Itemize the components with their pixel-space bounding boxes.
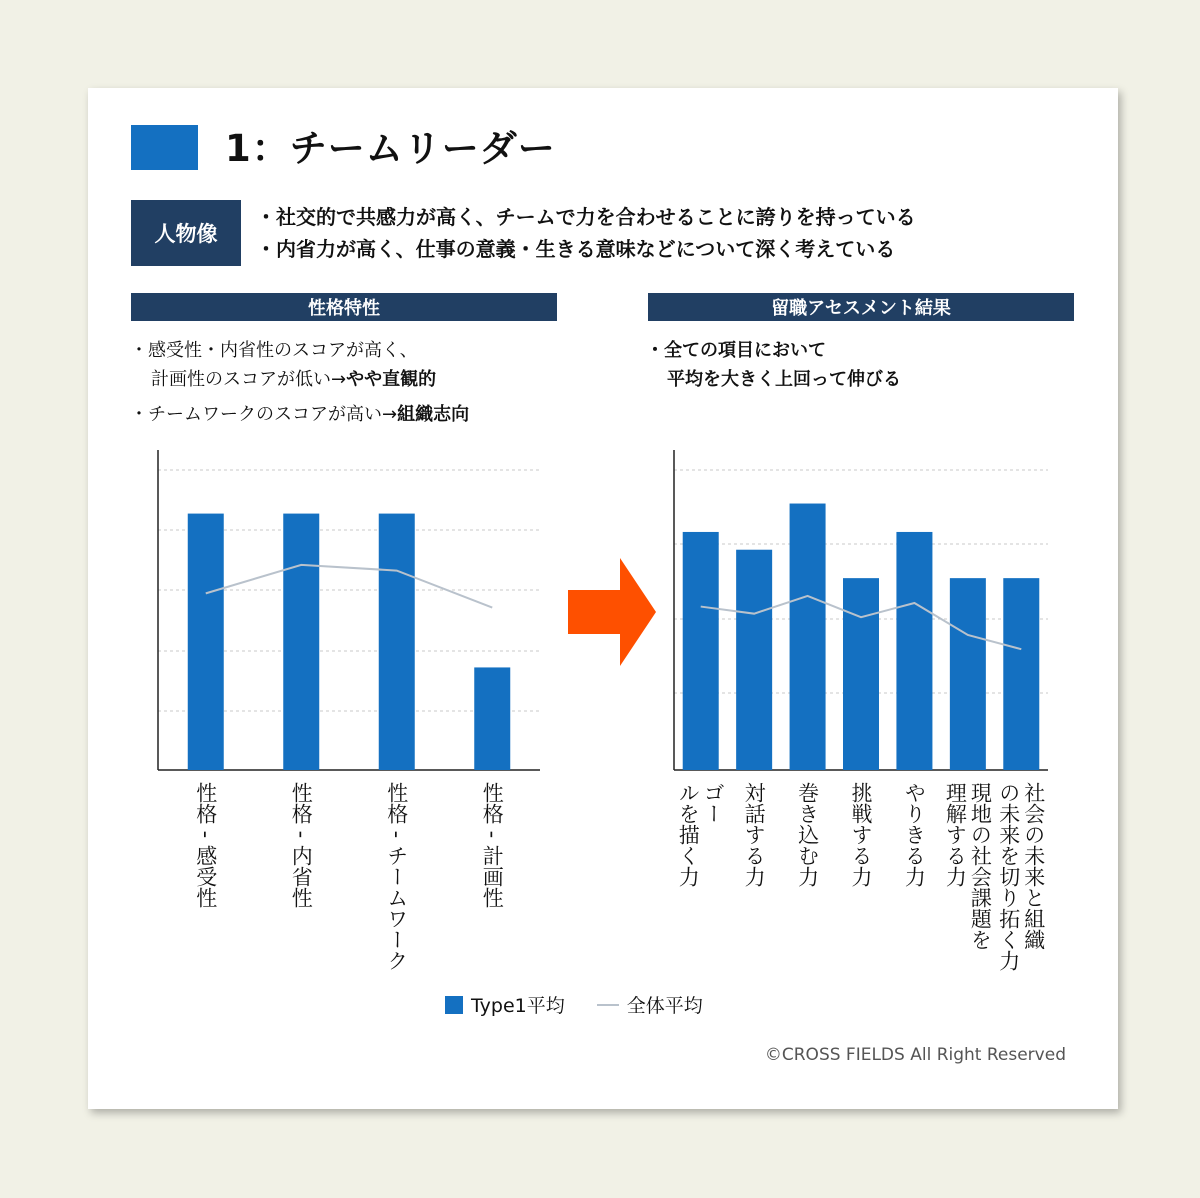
personality-header: 性格特性 bbox=[131, 293, 557, 321]
chart-legend bbox=[445, 991, 703, 1018]
assessment-header: 留職アセスメント結果 bbox=[648, 293, 1074, 321]
category-label: ルを描く力 bbox=[676, 782, 701, 887]
category-label: 現地の社会課題を bbox=[968, 782, 993, 950]
assessment-bullet-line-1: ・全ての項目において bbox=[646, 340, 826, 361]
category-label: やりきる力 bbox=[902, 782, 927, 887]
persona-line-2: ・内省力が高く、仕事の意義・生きる意味などについて深く考えている bbox=[256, 237, 896, 261]
bar bbox=[1003, 578, 1039, 770]
category-label: の未来を切り拓く力 bbox=[996, 782, 1021, 971]
bar bbox=[843, 578, 879, 770]
category-label: 社会の未来と組織 bbox=[1021, 782, 1046, 950]
bar bbox=[736, 550, 772, 770]
category-label: 性格 - チームワーク bbox=[384, 782, 409, 971]
bar bbox=[683, 532, 719, 770]
bullet-2-bold-text: 組織志向 bbox=[397, 404, 470, 425]
category-label: 理解する力 bbox=[943, 782, 968, 887]
category-label: ゴー bbox=[701, 782, 726, 824]
category-label: 性格 - 内省性 bbox=[289, 782, 314, 908]
legend-line-swatch bbox=[597, 1004, 619, 1006]
persona-label: 人物像 bbox=[131, 200, 241, 266]
bullet-1-bold-text: やや直観的 bbox=[346, 369, 437, 390]
bar bbox=[790, 504, 826, 770]
personality-bullet-1-line-1: ・感受性・内省性のスコアが高く、 bbox=[130, 340, 418, 361]
page-title: 1：チームリーダー bbox=[225, 127, 556, 170]
category-label: 対話する力 bbox=[742, 782, 767, 887]
bullet-2-normal-text: ・チームワークのスコアが高い→ bbox=[130, 404, 398, 425]
category-label: 性格 - 計画性 bbox=[480, 782, 505, 908]
category-label: 性格 - 感受性 bbox=[193, 782, 218, 908]
right-arrow-icon bbox=[568, 558, 658, 666]
infographic-card bbox=[88, 88, 1118, 1109]
assessment-bullet-line-2: 平均を大きく上回って伸びる bbox=[667, 369, 901, 390]
legend-bar-swatch bbox=[445, 996, 463, 1014]
bar bbox=[896, 532, 932, 770]
copyright-notice: ©CROSS FIELDS All Right Reserved bbox=[764, 1045, 1066, 1065]
category-label: 挑戦する力 bbox=[849, 782, 873, 887]
assessment-chart bbox=[88, 88, 1118, 988]
legend-series-2: 全体平均 bbox=[626, 995, 703, 1017]
bar bbox=[950, 578, 986, 770]
arrow-shape bbox=[568, 558, 656, 666]
bullet-1-normal-text: 計画性のスコアが低い→ bbox=[151, 369, 347, 390]
category-label: 巻き込む力 bbox=[795, 782, 820, 887]
legend-series-1: Type1平均 bbox=[471, 995, 565, 1017]
persona-line-1: ・社交的で共感力が高く、チームで力を合わせることに誇りを持っている bbox=[256, 205, 916, 229]
